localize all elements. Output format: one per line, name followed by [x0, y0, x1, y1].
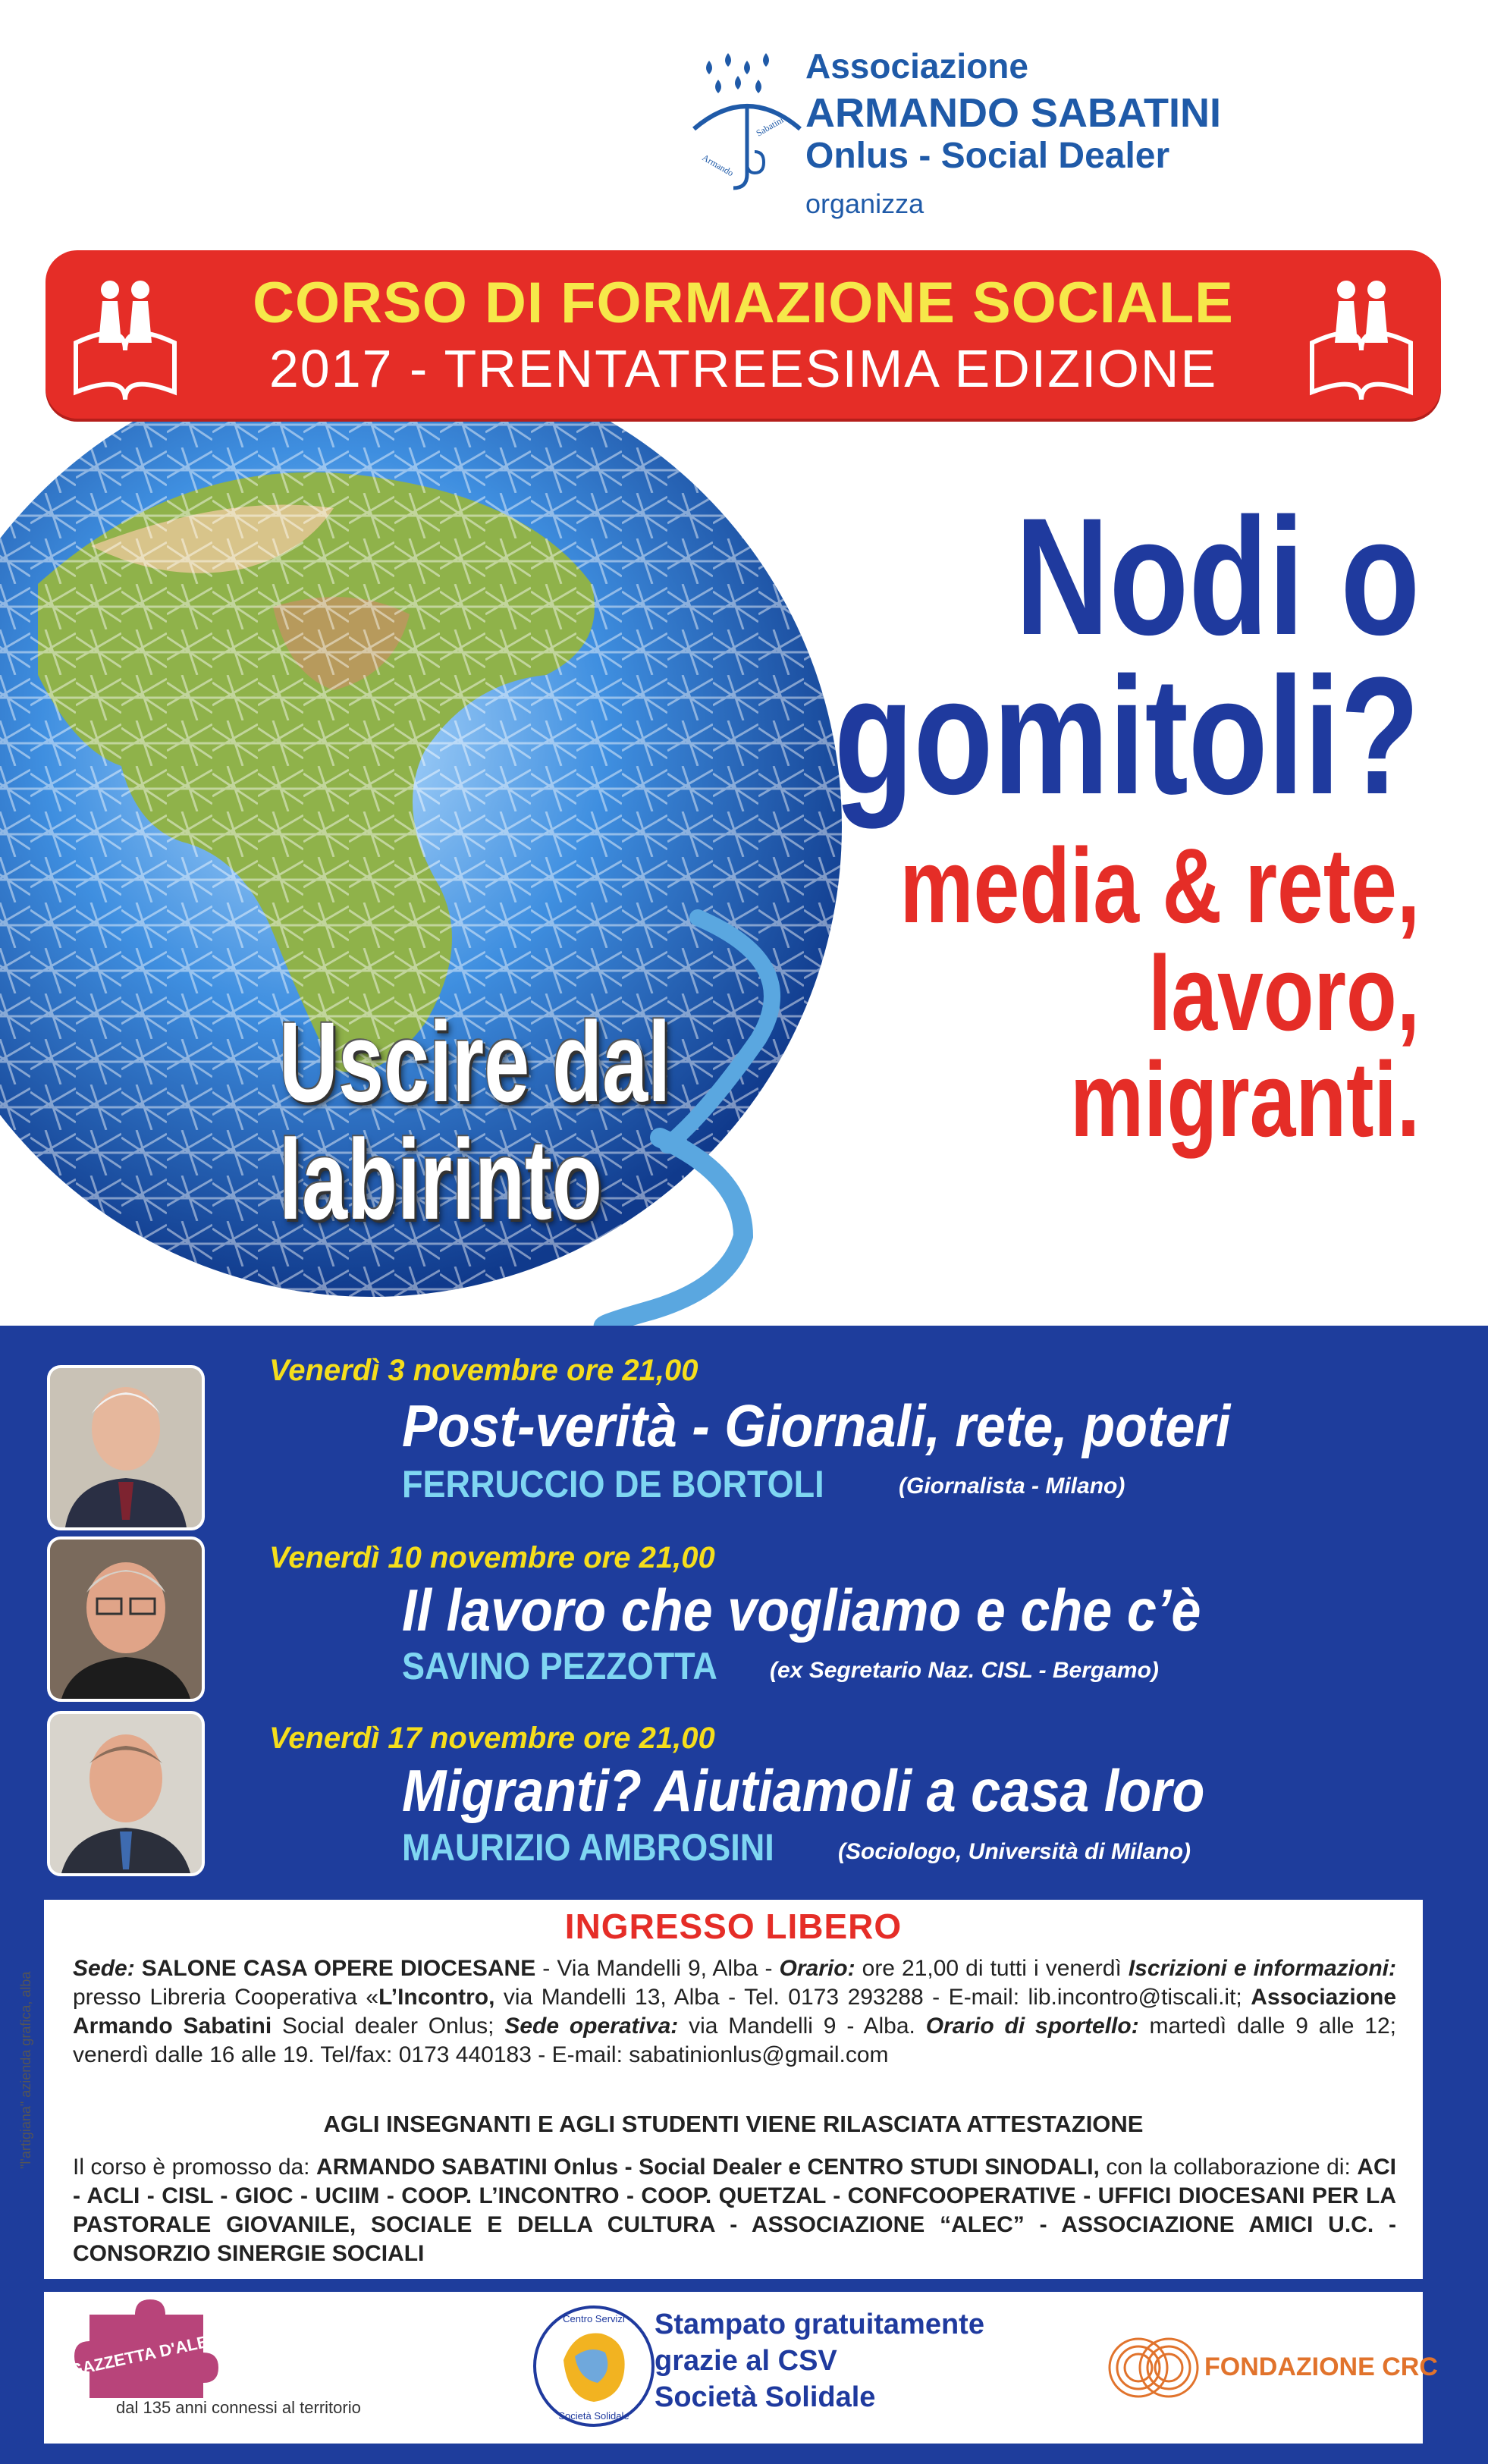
printed-by-line-1: Stampato gratuitamente — [655, 2309, 984, 2340]
sponsors-footer — [44, 2292, 1438, 2444]
time-label: Orario: — [779, 1956, 855, 1981]
venue-label: Sede: — [73, 1956, 135, 1981]
event-3-title: Migranti? Aiutiamoli a casa loro — [402, 1757, 1205, 1824]
headline-subtitle-1: media & rete, — [899, 826, 1420, 945]
event-2-speaker-role: (ex Segretario Naz. CISL - Bergamo) — [770, 1658, 1159, 1683]
venue-info-paragraph — [73, 1954, 1396, 2070]
collaboration-intro: con la collaborazione di: — [1099, 2155, 1358, 2180]
office-hours-label: Orario di sportello: — [925, 2014, 1139, 2039]
association-label: Associazione — [805, 46, 1028, 86]
association-subtitle: Onlus - Social Dealer — [805, 136, 1170, 176]
gazzetta-anniversary: dal 135 anni connessi al territorio — [116, 2398, 361, 2417]
certificate-notice: AGLI INSEGNANTI E AGLI STUDENTI VIENE RILASCIATA ATTESTAZIONE — [323, 2111, 1144, 2137]
association-name: ARMANDO SABATINI — [805, 90, 1221, 136]
event-3-speaker: MAURIZIO AMBROSINI — [402, 1826, 774, 1869]
info-box — [44, 1900, 1423, 2279]
event-2-date: Venerdì 10 novembre ore 21,00 — [269, 1541, 715, 1574]
time-text: ore 21,00 di tutti i venerdì — [855, 1956, 1122, 1981]
svg-text:Centro Servizi: Centro Servizi — [563, 2313, 625, 2324]
headline-subtitle-3: migranti. — [1069, 1040, 1420, 1159]
registration-text: presso Libreria Cooperativa « — [73, 1985, 379, 2010]
course-edition: 2017 - TRENTATREESIMA EDIZIONE — [268, 339, 1218, 398]
printer-credit: "l'artigiana" azienda grafica, alba — [18, 1971, 33, 2169]
event-3-date: Venerdì 17 novembre ore 21,00 — [269, 1722, 715, 1755]
office-address: via Mandelli 9 - Alba. — [678, 2014, 926, 2039]
tagline-line-2: labirinto — [279, 1116, 602, 1243]
event-1-date: Venerdì 3 novembre ore 21,00 — [269, 1354, 698, 1387]
svg-text:Sabatini: Sabatini — [754, 114, 786, 139]
bookshop-name: L’Incontro, — [378, 1985, 495, 2010]
promoters-intro: Il corso è promosso da: — [73, 2155, 317, 2180]
venue-address: - Via Mandelli 9, Alba - — [535, 1956, 780, 1981]
registration-label: Iscrizioni e informazioni: — [1128, 1956, 1396, 1981]
association-type: Social dealer Onlus; — [272, 2014, 505, 2039]
portrait-icon — [50, 1540, 202, 1699]
event-1-speaker-role: (Giornalista - Milano) — [899, 1474, 1125, 1499]
event-3-speaker-role: (Sociologo, Università di Milano) — [838, 1839, 1191, 1864]
course-banner — [46, 250, 1441, 419]
free-entry-label: INGRESSO LIBERO — [564, 1907, 903, 1946]
venue-name: SALONE CASA OPERE DIOCESANE — [134, 1956, 536, 1981]
speaker-photo-de-bortoli — [47, 1365, 205, 1530]
association-name-inline: Associazione Armando Sabatini — [73, 1985, 1397, 2039]
open-book-people-icon — [1304, 267, 1418, 403]
event-2-title: Il lavoro che vogliamo e che c’è — [402, 1577, 1201, 1643]
csv-cuneo-logo — [529, 2299, 658, 2432]
event-1-title: Post-verità - Giornali, rete, poteri — [402, 1392, 1231, 1459]
office-hours-text: martedì dalle 9 alle 12; venerdì dalle 16 alle 19. Tel/fax: 0173 440183 - E-mail: sabatinionlus@gmail.com — [73, 2014, 1397, 2067]
event-2-speaker: SAVINO PEZZOTTA — [402, 1645, 717, 1687]
association-umbrella-logo — [686, 46, 804, 205]
headline-line-1: Nodi o — [1015, 483, 1420, 670]
portrait-icon — [50, 1714, 202, 1873]
headline-line-2: gomitoli? — [833, 642, 1420, 829]
organizza-label: organizza — [805, 188, 925, 219]
registration-contacts: via Mandelli 13, Alba - Tel. 0173 293288 - E-mail: lib.incontro@tiscali.it; — [494, 1985, 1251, 2010]
fondazione-crc-logo — [1104, 2330, 1203, 2406]
event-1-speaker: FERRUCCIO DE BORTOLI — [402, 1463, 824, 1505]
portrait-icon — [50, 1368, 202, 1527]
office-label: Sede operativa: — [504, 2014, 679, 2039]
fondazione-crc-label: FONDAZIONE CRC — [1204, 2353, 1438, 2381]
promoters-names: ARMANDO SABATINI Onlus - Social Dealer e CENTRO STUDI SINODALI, — [316, 2155, 1100, 2180]
svg-text:Armando: Armando — [700, 152, 736, 179]
promoters-paragraph — [73, 2153, 1396, 2268]
tagline-line-1: Uscire dal — [279, 998, 671, 1125]
svg-text:GAZZETTA D'ALBA: GAZZETTA D'ALBA — [67, 2329, 223, 2381]
speaker-photo-ambrosini — [47, 1711, 205, 1876]
printed-by-line-3: Società Solidale — [655, 2381, 876, 2413]
course-title: CORSO DI FORMAZIONE SOCIALE — [253, 271, 1234, 335]
headline-subtitle-2: lavoro, — [1147, 934, 1420, 1053]
collaborators-list: ACI - ACLI - CISL - GIOC - UCIIM - COOP. L’INCONTRO - COOP. QUETZAL - CONFCOOPERATIVE - UFFICI DIOCESANI PER LA PASTORALE GIOVANILE, SOCIALE E DELLA CULTURA - ASSOCIAZIONE “ALEC” - ASSOCIAZIONE AMICI U.C. - CONSORZIO SINERGIE SOCIALI — [73, 2155, 1396, 2266]
speaker-photo-pezzotta — [47, 1536, 205, 1702]
printed-by-line-2: grazie al CSV — [655, 2345, 837, 2377]
svg-text:Società Solidale: Società Solidale — [558, 2410, 629, 2422]
